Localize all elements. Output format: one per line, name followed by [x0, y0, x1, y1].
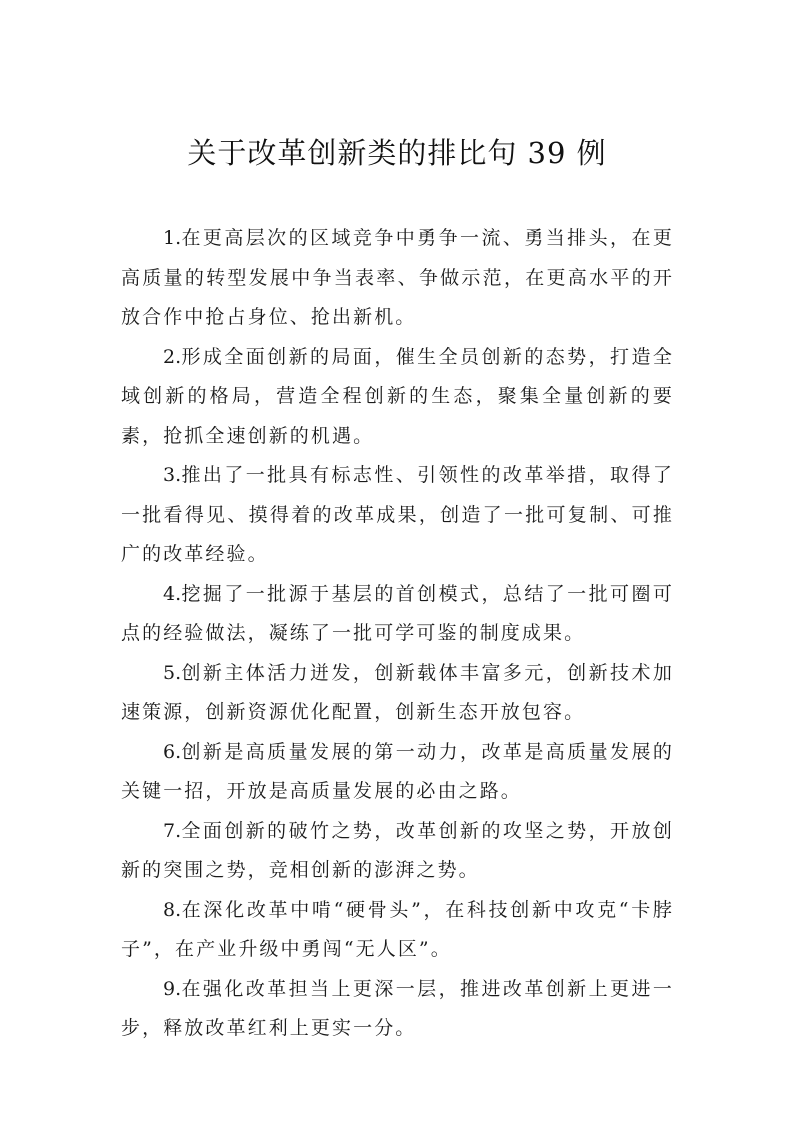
paragraph-3 [121, 456, 674, 575]
paragraph-number: 4. [163, 582, 182, 605]
paragraph-number: 1. [163, 227, 182, 249]
paragraph-number: 7. [163, 819, 182, 842]
document-body [121, 219, 674, 1049]
paragraph-text: 在深化改革中啃“硬骨头”，在科技创新中攻克“卡脖子”，在产业升级中勇闯“无人区”。 [121, 898, 674, 960]
paragraph-9 [121, 970, 674, 1049]
paragraph-text: 形成全面创新的局面，催生全员创新的态势，打造全域创新的格局，营造全程创新的生态，聚集全量创新的要素，抢抓全速创新的机遇。 [121, 345, 674, 447]
paragraph-text: 推出了一批具有标志性、引领性的改革举措，取得了一批看得见、摸得着的改革成果，创造了一批可复制、可推广的改革经验。 [121, 464, 674, 565]
paragraph-text: 创新主体活力迸发，创新载体丰富多元，创新技术加速策源，创新资源优化配置，创新生态开放包容。 [121, 661, 674, 723]
paragraph-text: 挖掘了一批源于基层的首创模式，总结了一批可圈可点的经验做法，凝练了一批可学可鉴的制度成果。 [121, 582, 674, 644]
paragraph-text: 在更高层次的区域竞争中勇争一流、勇当排头，在更高质量的转型发展中争当表率、争做示范，在更高水平的开放合作中抢占身位、抢出新机。 [121, 227, 674, 328]
document-title: 关于改革创新类的排比句 39 例 [187, 136, 607, 170]
paragraph-8 [121, 891, 674, 970]
paragraph-1 [121, 219, 674, 338]
paragraph-4 [121, 575, 674, 654]
paragraph-2 [121, 338, 674, 457]
paragraph-number: 5. [163, 661, 182, 684]
paragraph-7 [121, 812, 674, 891]
paragraph-number: 9. [163, 977, 182, 1000]
paragraph-number: 6. [163, 740, 182, 763]
paragraph-text: 创新是高质量发展的第一动力，改革是高质量发展的关键一招，开放是高质量发展的必由之路。 [121, 740, 674, 802]
paragraph-number: 2. [163, 345, 182, 368]
paragraph-number: 8. [163, 898, 182, 921]
paragraph-5 [121, 654, 674, 733]
paragraph-number: 3. [163, 464, 182, 486]
paragraph-6 [121, 733, 674, 812]
paragraph-text: 在强化改革担当上更深一层，推进改革创新上更进一步，释放改革红利上更实一分。 [121, 977, 674, 1039]
paragraph-text: 全面创新的破竹之势，改革创新的攻坚之势，开放创新的突围之势，竞相创新的澎湃之势。 [121, 819, 674, 881]
